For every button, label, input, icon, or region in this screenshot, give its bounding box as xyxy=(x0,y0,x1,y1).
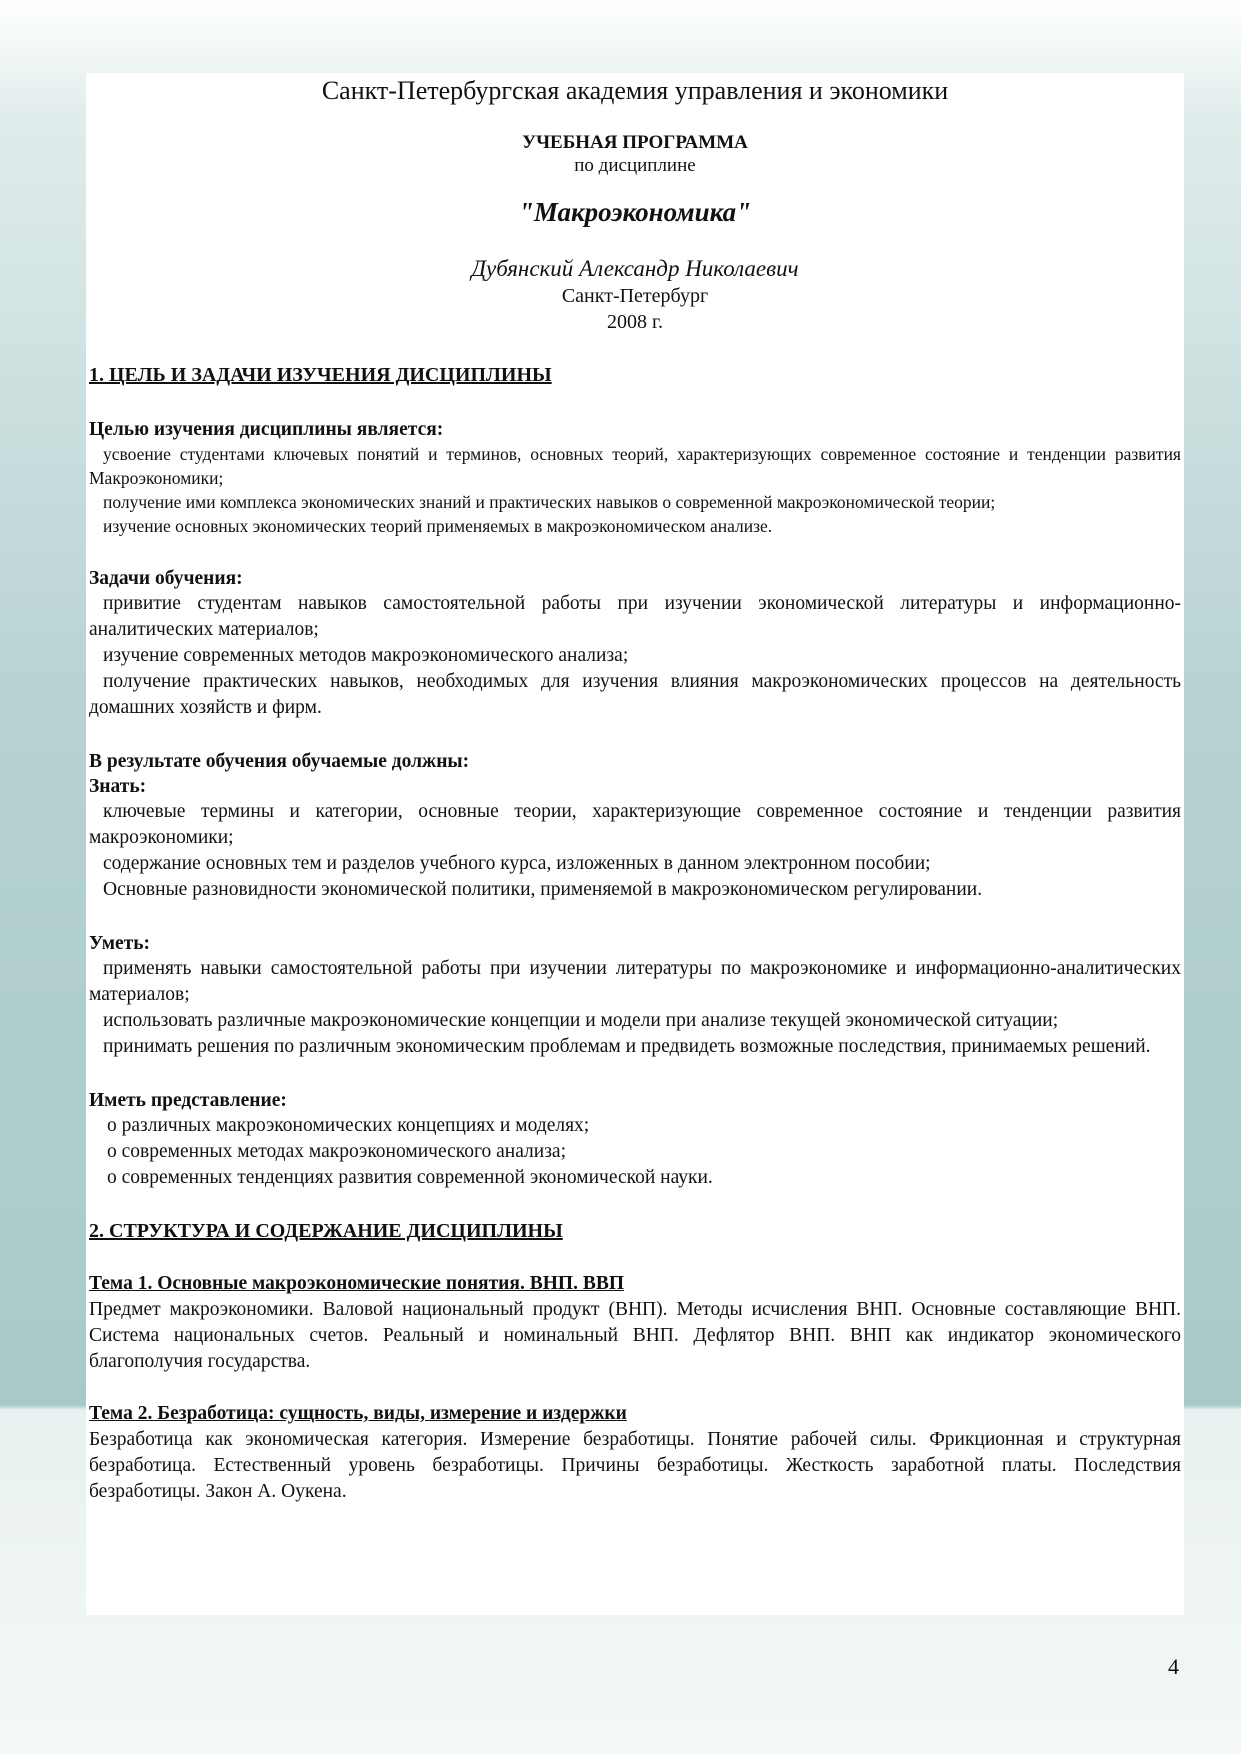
can-item: применять навыки самостоятельной работы при изучении литературы по макроэкономике и информационно-аналитических материалов; xyxy=(89,958,1181,1005)
can-item: принимать решения по различным экономическим проблемам и предвидеть возможные последствия, принимаемых решений. xyxy=(103,1036,1151,1057)
goal-item: изучение основных экономических теорий применяемых в макроэкономическом анализе. xyxy=(103,516,773,536)
topic-text: Предмет макроэкономики. Валовой национальный продукт (ВНП). Методы исчисления ВНП. Основные составляющие ВНП. Система национальных счетов. Реальный и номинальный ВНП. Дефлятор ВНП. ВНП как индикатор экономического благополучия государства. xyxy=(89,1299,1181,1372)
document-page xyxy=(86,73,1184,1615)
section-2-heading: 2. СТРУКТУРА И СОДЕРЖАНИЕ ДИСЦИПЛИНЫ xyxy=(89,1220,563,1242)
program-subtitle: по дисциплине xyxy=(574,155,696,176)
goal-item: усвоение студентами ключевых понятий и терминов, основных теорий, характеризующих современное состояние и тенденции развития Макроэкономики; xyxy=(89,444,1181,488)
can-item: использовать различные макроэкономические концепции и модели при анализе текущей экономической ситуации; xyxy=(103,1010,1059,1031)
task-item: получение практических навыков, необходимых для изучения влияния макроэкономических процессов на деятельность домашних хозяйств и фирм. xyxy=(89,671,1181,718)
idea-item: о современных методах макроэкономического анализа; xyxy=(107,1141,566,1162)
topic-title: Тема 2. Безработица: сущность, виды, измерение и издержки xyxy=(89,1403,627,1424)
result-label: В результате обучения обучаемые должны: xyxy=(89,751,470,772)
task-item: привитие студентам навыков самостоятельной работы при изучении экономической литературы и информационно-аналитических материалов; xyxy=(89,593,1181,640)
know-item: Основные разновидности экономической политики, применяемой в макроэкономическом регулировании. xyxy=(103,879,983,900)
task-item: изучение современных методов макроэкономического анализа; xyxy=(103,645,629,666)
idea-label: Иметь представление: xyxy=(89,1090,287,1111)
idea-item: о современных тенденциях развития современной экономической науки. xyxy=(107,1167,713,1188)
author-name: Дубянский Александр Николаевич xyxy=(471,256,799,281)
can-label: Уметь: xyxy=(89,933,151,954)
tasks-label: Задачи обучения: xyxy=(89,568,243,589)
know-label: Знать: xyxy=(89,776,147,797)
institution-name: Санкт-Петербургская академия управления и экономики xyxy=(321,76,949,105)
topic-text: Безработица как экономическая категория. Измерение безработицы. Понятие рабочей силы. Фрикционная и структурная безработица. Естественный уровень безработицы. Причины безработицы. Жесткость заработной платы. Последствия безработицы. Закон А. Оукена. xyxy=(89,1429,1181,1502)
goal-label: Целью изучения дисциплины является: xyxy=(89,419,444,440)
course-title: "Макроэкономика" xyxy=(518,197,752,227)
city: Санкт-Петербург xyxy=(561,285,709,307)
idea-item: о различных макроэкономических концепциях и моделях; xyxy=(107,1115,590,1136)
section-1-heading: 1. ЦЕЛЬ И ЗАДАЧИ ИЗУЧЕНИЯ ДИСЦИПЛИНЫ xyxy=(89,364,552,386)
year: 2008 г. xyxy=(607,311,663,333)
topic-title: Тема 1. Основные макроэкономические понятия. ВНП. ВВП xyxy=(89,1273,624,1294)
page-number: 4 xyxy=(1168,1654,1179,1679)
program-title: УЧЕБНАЯ ПРОГРАММА xyxy=(522,132,748,153)
goal-item: получение ими комплекса экономических знаний и практических навыков о современной макроэкономической теории; xyxy=(103,492,996,512)
know-item: содержание основных тем и разделов учебного курса, изложенных в данном электронном пособии; xyxy=(103,853,931,874)
know-item: ключевые термины и категории, основные теории, характеризующие современное состояние и тенденции развития макроэкономики; xyxy=(89,801,1181,848)
